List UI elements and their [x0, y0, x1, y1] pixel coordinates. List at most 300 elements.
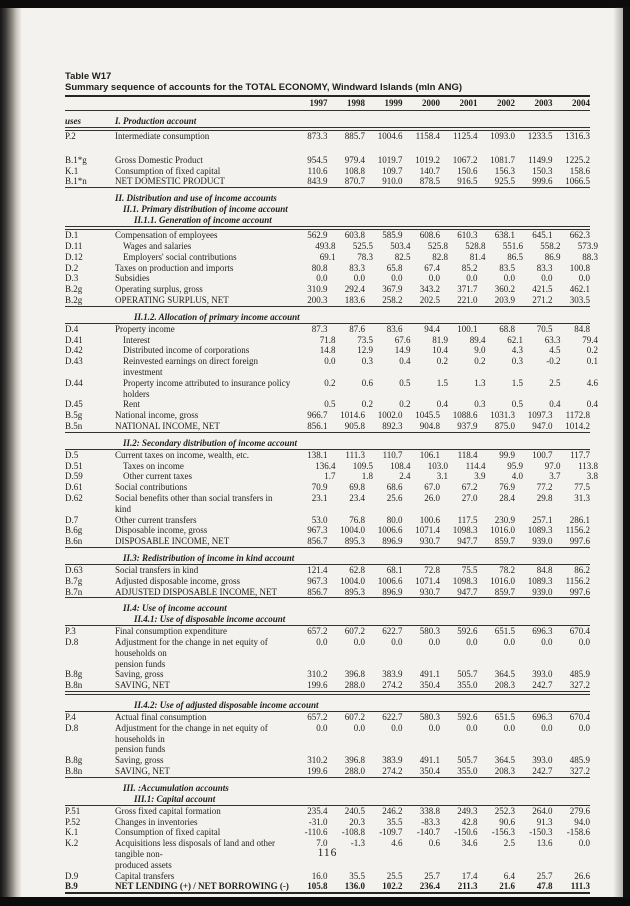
value-cell: 94.4: [424, 323, 440, 334]
value-cell: 947.7: [457, 586, 478, 597]
table-row: [65, 565, 590, 576]
value-cell: 895.3: [344, 586, 365, 597]
value-cell: 1019.2: [415, 154, 440, 165]
value-cell: 0.5: [324, 399, 336, 410]
row-code: D.42: [65, 345, 83, 356]
value-cell: 1016.0: [490, 575, 515, 586]
value-cell: 670.4: [569, 626, 590, 637]
row-code: B.5n: [65, 420, 83, 431]
row-label-line: Interest: [123, 334, 150, 345]
value-cell: 0.0: [428, 273, 440, 284]
value-cell: 246.2: [382, 805, 403, 816]
table-row: [65, 493, 590, 515]
value-cell: 81.9: [432, 334, 448, 345]
row-code: B.9: [65, 881, 78, 892]
row-code: P.52: [65, 816, 81, 827]
value-cell: 343.2: [419, 284, 440, 295]
table-row: [65, 230, 590, 241]
table-row: [65, 176, 590, 187]
value-cell: 0.4: [586, 399, 598, 410]
row-label-line: Saving, gross: [115, 755, 164, 766]
value-cell: 873.3: [307, 131, 328, 141]
value-cell: 109.7: [382, 165, 403, 176]
table-section: [65, 437, 598, 548]
value-cell: 0.6: [428, 838, 440, 849]
value-cell: 274.2: [382, 680, 403, 691]
value-cell: 0.0: [578, 273, 590, 284]
row-code: P.3: [65, 626, 76, 637]
value-cell: 200.3: [307, 294, 328, 305]
row-label: [115, 712, 290, 723]
year-column-header: 2003: [534, 98, 553, 108]
value-cell: 28.4: [499, 492, 515, 503]
value-cell: 491.1: [419, 669, 440, 680]
value-cell: 0.2: [324, 377, 336, 388]
value-cell: 199.6: [307, 680, 328, 691]
scan-edge-top: [0, 0, 630, 8]
value-cell: 95.9: [507, 460, 523, 471]
table-row: [65, 723, 590, 755]
row-label-line: Property income: [115, 323, 175, 334]
value-cell: 892.3: [382, 420, 403, 431]
value-cell: 211.3: [457, 881, 478, 892]
section-bottom-rule: [65, 691, 590, 695]
value-cell: 91.3: [536, 816, 553, 827]
value-cell: 1158.4: [415, 131, 440, 141]
value-cell: 1125.4: [453, 131, 478, 141]
value-cell: 0.1: [586, 356, 598, 367]
row-label-line: Disposable income, gross: [115, 525, 208, 536]
value-cell: 83.6: [386, 323, 403, 334]
value-cell: 0.0: [316, 637, 328, 648]
value-cell: 13.6: [536, 838, 553, 849]
row-code: B.7n: [65, 586, 83, 597]
section-heading-row: [65, 603, 590, 614]
value-cell: 0.4: [436, 399, 448, 410]
value-cell: 327.2: [569, 680, 590, 691]
value-cell: 525.8: [427, 240, 448, 251]
value-cell: 183.6: [344, 294, 365, 305]
row-code: D.11: [65, 240, 83, 251]
row-label: [115, 131, 290, 142]
row-label: [115, 817, 290, 828]
value-cell: 875.0: [494, 420, 515, 431]
value-cell: 1316.3: [565, 131, 590, 141]
row-label-line: Employers' social contributions: [123, 251, 237, 262]
value-cell: 86.2: [574, 564, 590, 575]
row-label-line: Taxes on income: [123, 460, 184, 471]
value-cell: 69.1: [319, 251, 336, 262]
value-cell: 25.5: [386, 870, 403, 881]
row-code: B.8g: [65, 755, 83, 766]
value-cell: 121.4: [307, 564, 328, 575]
value-cell: 592.6: [457, 712, 478, 723]
row-code: B.7g: [65, 575, 83, 586]
uses-label: uses: [65, 116, 82, 126]
year-column-header: 2000: [422, 98, 440, 108]
value-cell: 657.2: [307, 712, 328, 723]
row-code: B.2g: [65, 294, 83, 305]
value-cell: 939.0: [532, 536, 553, 547]
value-cell: 0.3: [474, 399, 486, 410]
value-cell: 592.6: [457, 626, 478, 637]
table-row: [65, 166, 590, 177]
value-cell: 83.3: [536, 262, 553, 273]
row-code: D.63: [65, 564, 83, 575]
value-cell: 303.5: [569, 294, 590, 305]
uses-label: [65, 794, 115, 805]
table-row: [65, 626, 590, 637]
row-label-line: National income, gross: [115, 410, 199, 421]
value-cell: 859.7: [494, 586, 515, 597]
value-cell: 150.6: [457, 165, 478, 176]
table-row: [65, 680, 590, 691]
table-row: [65, 871, 590, 882]
value-cell: 25.6: [386, 492, 403, 503]
value-cell: 327.2: [569, 766, 590, 777]
value-cell: 603.8: [344, 230, 365, 241]
row-label: [115, 252, 298, 263]
value-cell: 610.3: [457, 230, 478, 241]
value-cell: 0.2: [436, 356, 448, 367]
value-cell: 230.9: [494, 514, 515, 525]
value-cell: 102.2: [382, 881, 403, 892]
row-code: B.1*n: [65, 176, 87, 187]
value-cell: 562.9: [307, 230, 328, 241]
table-section: [65, 603, 590, 695]
value-cell: 622.7: [382, 626, 403, 637]
row-label: [115, 565, 290, 576]
value-cell: 360.2: [494, 284, 515, 295]
value-cell: 1225.2: [565, 154, 590, 165]
value-cell: 608.6: [419, 230, 440, 241]
value-cell: 645.1: [532, 230, 553, 241]
value-cell: 1067.2: [452, 154, 478, 165]
value-cell: -108.8: [341, 827, 365, 838]
value-cell: 1.8: [361, 471, 373, 482]
value-cell: 288.0: [344, 766, 365, 777]
value-cell: 31.3: [574, 492, 590, 503]
uses-label: [65, 193, 115, 204]
row-label: [115, 378, 298, 400]
value-cell: 12.9: [357, 345, 373, 356]
row-code: B.8g: [65, 669, 83, 680]
value-cell: 491.1: [419, 755, 440, 766]
value-cell: 0.0: [316, 273, 328, 284]
row-code: K.2: [65, 838, 79, 849]
value-cell: 1098.3: [452, 575, 478, 586]
value-cell: 895.3: [344, 536, 365, 547]
table-row: [65, 251, 598, 263]
row-label-line: Social transfers in kind: [115, 564, 199, 575]
table-row: [65, 817, 590, 828]
value-cell: 100.6: [419, 514, 440, 525]
value-cell: 9.0: [474, 345, 486, 356]
value-cell: 997.6: [569, 586, 590, 597]
value-cell: 221.0: [457, 294, 478, 305]
uses-label: [65, 700, 115, 711]
row-label: [115, 871, 290, 882]
years-code-spacer: [65, 97, 115, 110]
value-cell: 62.1: [507, 334, 523, 345]
value-cell: 967.3: [307, 575, 328, 586]
value-cell: 100.8: [569, 262, 590, 273]
value-cell: -31.0: [308, 816, 328, 827]
value-cell: 364.5: [494, 669, 515, 680]
value-cell: 68.6: [386, 482, 403, 493]
value-cell: 83.5: [499, 262, 515, 273]
value-cell: 885.7: [344, 131, 365, 141]
value-cell: 967.3: [307, 525, 328, 536]
value-cell: 80.0: [386, 514, 403, 525]
value-cell: 68.8: [499, 323, 515, 334]
value-cell: 310.2: [307, 669, 328, 680]
value-cell: 140.7: [419, 165, 440, 176]
value-cell: 23.4: [349, 492, 365, 503]
row-label-line: Other current transfers: [115, 514, 197, 525]
row-label: [115, 587, 290, 598]
row-label: [115, 482, 290, 493]
row-label: [115, 827, 290, 838]
row-label-line: Property income attributed to insurance policy holders: [123, 377, 291, 399]
value-cell: 84.8: [536, 564, 553, 575]
value-cell: 257.1: [532, 514, 553, 525]
value-cell: 4.5: [549, 345, 561, 356]
value-cell: 1006.6: [377, 525, 403, 536]
value-cell: -150.6: [454, 827, 478, 838]
value-cell: 558.2: [540, 240, 561, 251]
value-cell: 0.0: [541, 722, 553, 733]
value-cell: 3.9: [474, 471, 486, 482]
section-heading-row: [65, 794, 590, 805]
value-cell: 111.3: [570, 881, 590, 892]
row-label-line: DISPOSABLE INCOME, NET: [115, 536, 230, 547]
section-bottom-rule: [65, 597, 590, 598]
row-label: [115, 626, 290, 637]
row-label-line: SAVING, NET: [115, 766, 170, 777]
value-cell: 338.8: [419, 805, 440, 816]
value-cell: 1031.3: [490, 410, 515, 421]
table-row: [65, 356, 598, 378]
row-label-line: NATIONAL INCOME, NET: [115, 420, 220, 431]
table-row: [65, 273, 590, 284]
value-cell: 86.9: [544, 251, 561, 262]
value-cell: -156.3: [491, 827, 515, 838]
row-label: [115, 345, 298, 356]
value-cell: 69.8: [349, 482, 365, 493]
value-cell: 0.0: [503, 273, 515, 284]
value-cell: 485.9: [569, 755, 590, 766]
value-cell: 585.9: [382, 230, 403, 241]
table-row: [65, 766, 590, 777]
row-label: [115, 263, 290, 274]
table-row: [65, 482, 590, 493]
value-cell: 84.8: [574, 323, 590, 334]
value-cell: 286.1: [569, 514, 590, 525]
value-cell: 136.0: [344, 881, 365, 892]
table-section: [65, 553, 590, 598]
table-subtitle: Summary sequence of accounts for the TOTAL ECONOMY, Windward Islands (mln ANG): [65, 82, 590, 97]
value-cell: 0.0: [353, 273, 365, 284]
row-label: [115, 493, 290, 515]
row-label-line: Reinvested earnings on direct foreign investment: [123, 356, 258, 377]
value-cell: 76.9: [499, 482, 515, 493]
value-cell: 0.2: [586, 345, 598, 356]
section-heading-row: [65, 204, 590, 215]
value-cell: 83.3: [349, 262, 365, 273]
uses-label: [65, 553, 115, 564]
row-code: D.8: [65, 722, 79, 733]
row-code: D.7: [65, 514, 79, 525]
year-column-header: 2001: [459, 98, 478, 108]
value-cell: 79.4: [582, 334, 598, 345]
section-heading: II.3: Redistribution of income in kind account: [123, 552, 295, 563]
page-content: [65, 71, 598, 894]
value-cell: 82.8: [432, 251, 448, 262]
row-code: B.6g: [65, 525, 83, 536]
value-cell: 67.6: [394, 334, 411, 345]
row-label-line: NET DOMESTIC PRODUCT: [115, 176, 225, 187]
value-cell: 88.3: [582, 251, 598, 262]
row-label: [115, 295, 290, 306]
value-cell: 0.6: [361, 377, 373, 388]
value-cell: 925.5: [494, 176, 515, 187]
uses-label: [65, 614, 115, 625]
uses-label: [65, 438, 115, 449]
value-cell: 505.7: [457, 669, 478, 680]
section-heading-row: [65, 116, 590, 127]
row-label: [115, 806, 290, 817]
row-code: D.4: [65, 323, 79, 334]
value-cell: 0.0: [324, 356, 336, 367]
row-label: [115, 410, 290, 421]
table-row: [65, 881, 590, 892]
table-row: [65, 421, 590, 432]
value-cell: 75.5: [461, 564, 478, 575]
section-heading-row: [65, 700, 590, 711]
row-label-line: Acquisitions less disposals of land and other tangible non-: [115, 838, 275, 860]
value-cell: 73.5: [357, 334, 373, 345]
row-code: D.2: [65, 262, 79, 273]
page-number: 116: [317, 847, 338, 859]
value-cell: 371.7: [457, 284, 478, 295]
value-cell: 1097.3: [527, 410, 553, 421]
value-cell: 77.2: [536, 482, 553, 493]
value-cell: 954.5: [307, 154, 328, 165]
value-cell: 0.2: [474, 356, 486, 367]
row-label-line: Social benefits other than social transfers in kind: [115, 492, 273, 514]
value-cell: 580.3: [419, 626, 440, 637]
value-cell: 3.1: [436, 471, 448, 482]
row-label-line: OPERATING SURPLUS, NET: [115, 294, 229, 305]
row-code: D.62: [65, 492, 83, 503]
value-cell: 1.3: [474, 377, 486, 388]
value-cell: 0.0: [466, 273, 478, 284]
table-row: [65, 536, 590, 547]
value-cell: 4.6: [391, 838, 403, 849]
value-cell: 310.2: [307, 755, 328, 766]
table-row: [65, 284, 590, 295]
value-cell: 396.8: [344, 755, 365, 766]
value-cell: 109.5: [352, 460, 373, 471]
value-cell: 156.3: [494, 165, 515, 176]
value-cell: -140.7: [416, 827, 440, 838]
row-label: [115, 637, 290, 669]
row-code: D.1: [65, 230, 79, 241]
value-cell: 1014.6: [340, 410, 365, 421]
value-cell: 485.9: [569, 669, 590, 680]
value-cell: 503.4: [390, 240, 411, 251]
value-cell: 662.3: [569, 230, 590, 241]
row-label: [115, 515, 290, 526]
value-cell: 6.4: [503, 870, 515, 881]
value-cell: 870.7: [344, 176, 365, 187]
value-cell: 607.2: [344, 712, 365, 723]
value-cell: 0.0: [466, 722, 478, 733]
row-label-line: Wages and salaries: [123, 240, 192, 251]
value-cell: 27.0: [461, 492, 478, 503]
value-cell: 208.3: [494, 766, 515, 777]
row-label: [115, 755, 290, 766]
value-cell: 118.4: [457, 449, 478, 460]
section-heading: II.4.1: Use of disposable income account: [134, 614, 286, 625]
row-label-line: ADJUSTED DISPOSABLE INCOME, NET: [115, 586, 278, 597]
row-label-line: Final consumption expenditure: [115, 626, 227, 637]
row-code: D.8: [65, 637, 79, 648]
value-cell: 1016.0: [490, 525, 515, 536]
row-label-line: Subsidies: [115, 273, 150, 284]
value-cell: 0.2: [361, 399, 373, 410]
value-cell: 81.4: [469, 251, 486, 262]
value-cell: 0.3: [361, 356, 373, 367]
row-label-line: Current taxes on income, wealth, etc.: [115, 449, 249, 460]
value-cell: 110.7: [382, 449, 403, 460]
year-column-header: 1999: [384, 98, 403, 108]
section-heading: II.1.1. Generation of income account: [134, 215, 272, 226]
row-label: [115, 335, 298, 346]
value-cell: 383.9: [382, 669, 403, 680]
value-cell: 856.1: [307, 420, 328, 431]
row-label: [115, 669, 290, 680]
value-cell: 1071.4: [415, 525, 440, 536]
value-cell: 0.0: [391, 273, 403, 284]
table-row: [65, 576, 590, 587]
uses-label: [65, 215, 115, 226]
value-cell: 1089.3: [527, 525, 553, 536]
section-bottom-rule: [65, 547, 590, 548]
row-label: [115, 273, 290, 284]
value-cell: 78.3: [357, 251, 373, 262]
row-label-line: Other current taxes: [123, 471, 192, 482]
value-cell: 4.6: [586, 377, 598, 388]
value-cell: 1081.7: [490, 154, 515, 165]
section-heading: II.1. Primary distribution of income account: [123, 204, 288, 215]
value-cell: 100.1: [457, 323, 478, 334]
value-cell: 249.3: [457, 805, 478, 816]
value-cell: 930.7: [419, 586, 440, 597]
value-cell: 62.8: [349, 564, 365, 575]
section-heading: III. :Accumulation accounts: [123, 782, 229, 793]
value-cell: 63.3: [544, 334, 561, 345]
value-cell: 383.9: [382, 755, 403, 766]
value-cell: 108.4: [390, 460, 411, 471]
value-cell: 100.7: [532, 449, 553, 460]
value-cell: 82.5: [394, 251, 411, 262]
value-cell: 70.5: [536, 323, 553, 334]
value-cell: 21.6: [499, 881, 515, 892]
value-cell: 0.0: [466, 637, 478, 648]
value-cell: 105.8: [307, 881, 328, 892]
